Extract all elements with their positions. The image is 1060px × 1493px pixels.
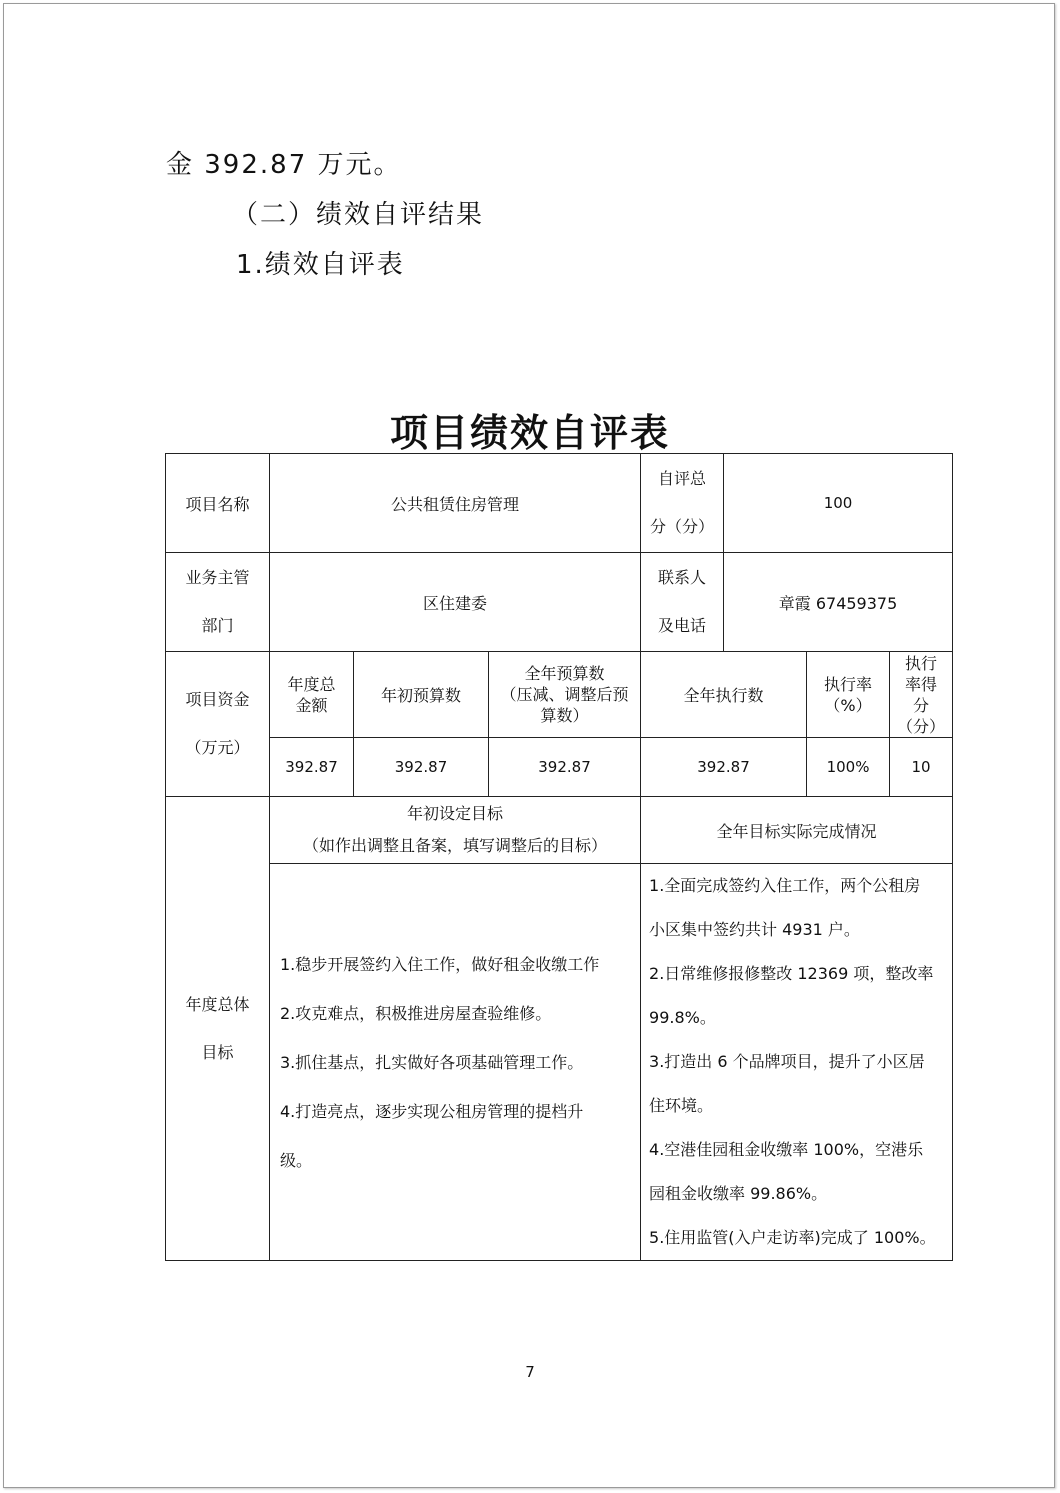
goal-header-actual: 全年目标实际完成情况 [641,797,953,864]
result-item: 园租金收缴率 99.86%。 [649,1184,828,1203]
table-row [166,864,953,1261]
header-annual-total: 年度总 金额 [270,652,354,738]
dept-value: 区住建委 [270,553,641,652]
funds-label: 项目资金 （万元） [166,652,270,797]
result-item: 小区集中签约共计 4931 户。 [649,920,860,939]
table-title: 项目绩效自评表 [389,410,670,455]
value-execution-rate: 100% [807,738,890,797]
body-text-line: 金 392.87 万元。 [166,150,402,180]
value-initial-budget: 392.87 [354,738,489,797]
result-item: 3.打造出 6 个品牌项目，提升了小区居 [649,1052,925,1071]
page-number: 7 [525,1363,535,1381]
table-row [166,652,953,738]
result-item: 4.空港佳园租金收缴率 100%，空港乐 [649,1140,924,1159]
value-full-year-budget: 392.87 [489,738,641,797]
goal-item: 3.抓住基点，扎实做好各项基础管理工作。 [280,1052,584,1072]
goal-item: 1.稳步开展签约入住工作，做好租金收缴工作 [280,954,600,974]
project-name-label: 项目名称 [166,454,270,553]
goal-item: 2.攻克难点，积极推进房屋查验维修。 [280,1003,552,1023]
score-label: 自评总 分（分） [641,454,724,553]
table-row [166,454,953,553]
actual-results-cell [641,864,953,1261]
goals-label: 年度总体 目标 [166,797,270,1261]
dept-label: 业务主管 部门 [166,553,270,652]
header-execution-rate: 执行率 （%） [807,652,890,738]
goal-item: 级。 [280,1150,313,1170]
result-item: 1.全面完成签约入住工作，两个公租房 [649,876,921,895]
table-row [166,797,953,864]
section-heading: （二）绩效自评结果 [232,200,485,230]
goal-header-initial: 年初设定目标 （如作出调整且备案，填写调整后的目标） [270,797,641,864]
header-rate-score: 执行 率得 分 （分） [890,652,953,738]
evaluation-table [165,453,953,1261]
header-initial-budget: 年初预算数 [354,652,489,738]
table-row [166,738,953,797]
value-executed: 392.87 [641,738,807,797]
result-item: 99.8%。 [649,1008,716,1027]
subsection-heading: 1.绩效自评表 [236,250,405,280]
initial-goals-cell [270,864,641,1261]
header-executed: 全年执行数 [641,652,807,738]
result-item: 住环境。 [649,1096,714,1115]
contact-label: 联系人 及电话 [641,553,724,652]
value-rate-score: 10 [890,738,953,797]
result-item: 2.日常维修报修整改 12369 项，整改率 [649,964,934,983]
score-value: 100 [724,454,953,553]
goal-item: 4.打造亮点，逐步实现公租房管理的提档升 [280,1101,584,1121]
contact-value: 章霞 67459375 [724,553,953,652]
value-annual-total: 392.87 [270,738,354,797]
result-item: 5.住用监管(入户走访率)完成了 100%。 [649,1228,936,1247]
table-row [166,553,953,652]
header-full-year-budget: 全年预算数 （压减、调整后预 算数） [489,652,641,738]
project-name-value: 公共租赁住房管理 [270,454,641,553]
